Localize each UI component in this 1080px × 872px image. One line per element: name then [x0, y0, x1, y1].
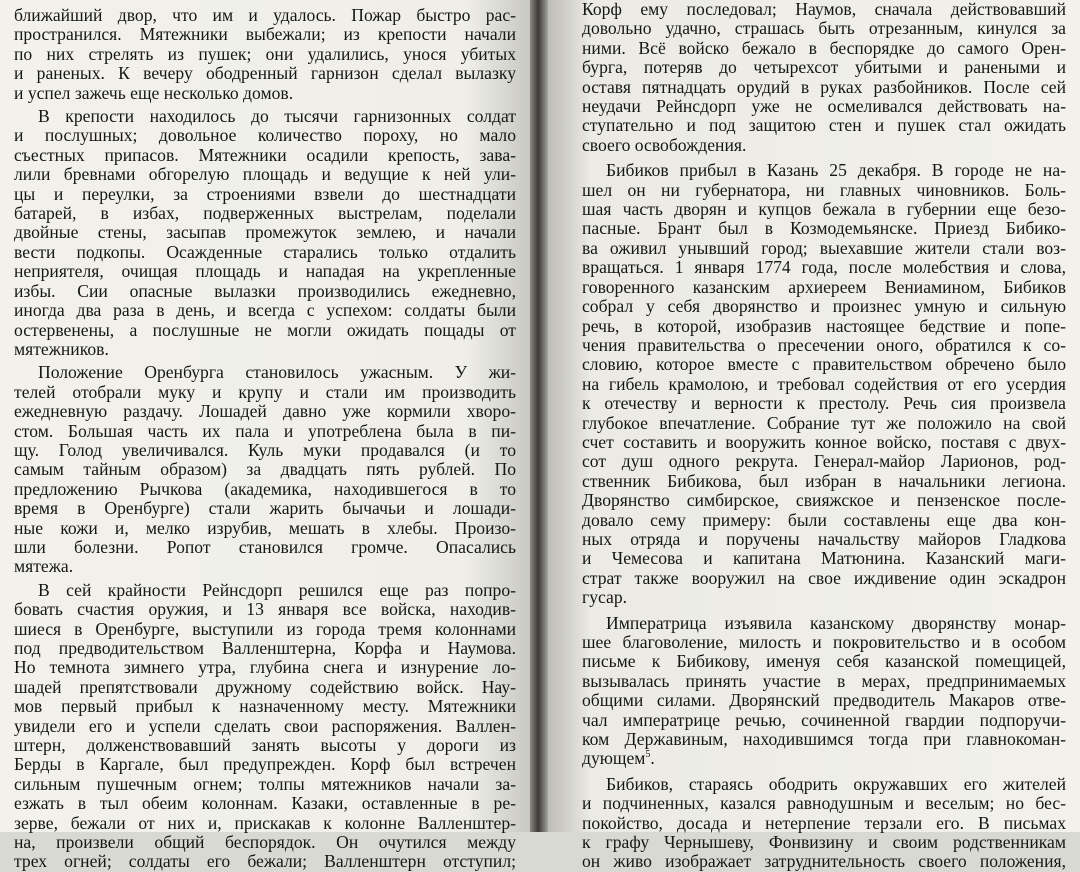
- text-line: и успел зажечь еще несколько домов.: [14, 82, 294, 103]
- text-line: и послушных; довольное количество пороху, но мало: [14, 125, 516, 146]
- text-line: на гибель крамолою, и требовал содействия от его усердия: [582, 373, 1066, 394]
- text-line: шли болезни. Ропот становился громче. Опасались: [14, 536, 516, 557]
- text-line: цы и переулки, за строениями взвели до шестнадцати: [14, 183, 516, 204]
- left-page: [0, 0, 530, 872]
- text-line: Корф ему последовал; Наумов, сначала действовавший: [582, 0, 1066, 19]
- text-line: батарей, в избах, подверженных выстрелам, поделали: [14, 203, 516, 224]
- left-paragraph-4: [14, 581, 516, 872]
- text-line: увидели его и успели сделать свои распоряжения. Валлен-: [14, 715, 516, 736]
- text-line: ные кожи и, мелко изрубив, мешать в хлебы. Произо-: [14, 517, 516, 538]
- right-page: [548, 0, 1080, 872]
- text-line: и Чемесова и капитана Матюнина. Казанский маги-: [582, 548, 1066, 569]
- text-line: пространился. Мятежники выбежали; из крепости начали: [14, 24, 516, 45]
- text-line: ственник Бибикова, был избран в начальники легиона.: [582, 470, 1066, 491]
- text-line: словию, которое вместе с правительством обречено было: [582, 354, 1066, 375]
- text-line: шиеся в Оренбурге, выступили из города тремя колоннами: [14, 618, 516, 639]
- text-line: штерн, долженствовавший занять высоты у дороги из: [14, 735, 516, 756]
- text-line: Бибиков, стараясь ободрить окружавших его жителей: [606, 773, 1066, 794]
- text-line: Но темнота зимнего утра, глубина снега и изнурение ло-: [14, 657, 516, 678]
- text-line: чения правительства о пресечении оного, обратился к со-: [582, 334, 1066, 355]
- text-line: бурга, потеряв до четырехсот убитыми и ранеными и: [582, 57, 1066, 78]
- text-line: стом. Большая часть их пала и употреблена была в пи-: [14, 420, 516, 441]
- text-line: к отечеству и верности к престолу. Речь сия произвела: [582, 393, 1066, 414]
- text-line: иногда два раза в день, и всегда с успехом: солдаты были: [14, 300, 516, 321]
- text-line: пасные. Брант был в Козмодемьянске. Приезд Бибико-: [582, 218, 1066, 239]
- text-line: к графу Чернышеву, Фонвизину и своим родственникам: [582, 832, 1066, 853]
- text-line: ними. Всё войско бежало в беспорядке до самого Орен-: [582, 37, 1066, 58]
- text-line: ком Державиным, находившимся тогда при главнокоман-: [582, 729, 1066, 750]
- text-line: оставя пятнадцать орудий в руках разбойников. После сей: [582, 76, 1066, 97]
- text-line: страт также вооружил на свое иждивение один эскадрон: [582, 567, 1066, 588]
- left-paragraph-2: [14, 107, 516, 359]
- text-line: шее благоволение, милость и покровительство и в особом: [582, 632, 1066, 652]
- text-line: ва оживил унывший город; выехавшие жители стали воз-: [582, 237, 1066, 258]
- text-line: речь, в которой, изобразив настоящее бедствие и попе-: [582, 315, 1066, 336]
- text-line: двойные стены, засыпав промежуток землею, и начали: [14, 222, 516, 243]
- text-line: чал императрице речью, сочиненной гвардии подпоручи-: [582, 709, 1066, 730]
- text-line: мятежа.: [14, 556, 74, 577]
- text-line: мятежников.: [14, 338, 109, 359]
- text-line: довольно удачно, страшась быть отрезанным, кинулся за: [582, 18, 1066, 39]
- text-line: шая часть дворян и купцов бежала в губернии еще безо-: [582, 199, 1066, 220]
- text-line: общими силами. Дворянский предводитель Макаров отве-: [582, 690, 1066, 711]
- text-line: В сей крайности Рейнсдорп решился еще раз попро-: [38, 579, 516, 600]
- book-gutter: [530, 0, 548, 832]
- left-paragraph-1: [14, 6, 516, 103]
- text-line: В крепости находилось до тысячи гарнизонных солдат: [38, 106, 516, 127]
- text-line: бовать счастия оружия, и 13 января все войска, находив-: [14, 599, 516, 620]
- text-line: покойство, досада и нетерпение терзали его. В письмах: [582, 812, 1066, 833]
- text-line: сильным пушечным огнем; толпы мятежников начали за-: [14, 773, 516, 794]
- text-line: ступательно и под защитою стен и пушек стал ожидать: [582, 115, 1066, 136]
- text-line: телей отобрали муку и крупу и стали им производить: [14, 381, 516, 402]
- text-line: Берды в Каргале, был предупрежден. Корф был встречен: [14, 754, 516, 775]
- text-line: неприятеля, очищая площадь и нападая на укрепленные: [14, 261, 516, 282]
- text-line: Императрица изъявила казанскому дворянству монар-: [606, 612, 1066, 633]
- text-line: он живо изображает затруднительность своего положения,: [582, 851, 1066, 872]
- text-line: время в Оренбурге) стали жарить бычачьи и лошади-: [14, 498, 516, 519]
- text-line: лили бревнами обгорелую площадь и ведущие к ней ули-: [14, 164, 516, 185]
- text-line: счет составить и вооружить конное войско, поставя с двух-: [582, 431, 1066, 452]
- text-line: щу. Голод увеличивался. Куль муки продавался (и то: [14, 439, 516, 460]
- text-line: вращаться. 1 января 1774 года, после молебствия и слова,: [582, 257, 1066, 278]
- text-line: трех огней; солдаты его бежали; Валленштерн отступил;: [14, 851, 516, 872]
- text-line: остервенены, а послушные не могли ожидать пощады от: [14, 319, 516, 340]
- text-line: на, произвели общий беспорядок. Он очутился между: [14, 832, 516, 853]
- text-line: самым тайным образом) за двадцать пять рублей. По: [14, 459, 516, 480]
- text-line: и подчиненных, казался равнодушным и веселым; но бес-: [582, 793, 1066, 814]
- text-line: под предводительством Валленштерна, Корфа и Наумова.: [14, 638, 516, 658]
- text-line: гусар.: [582, 587, 628, 608]
- text-line-fragment: дующем: [582, 748, 646, 769]
- text-line: шел он ни губернатора, ни главных чиновников. Боль-: [582, 179, 1066, 200]
- text-line: собрал у себя дворянство и произнес умную и сильную: [582, 296, 1066, 317]
- right-paragraph-1: [582, 0, 1066, 155]
- text-line: и раненых. К вечеру ободренный гарнизон сделал вылазку: [14, 63, 516, 84]
- text-line: письме к Бибикову, именуя себя казанской помещицей,: [582, 651, 1066, 672]
- text-line: глубокое впечатление. Собрание тут же положило на свой: [582, 412, 1066, 433]
- text-line: Дворянство симбирское, свияжское и пензенское после-: [582, 490, 1066, 511]
- text-line: сот душ одного рекрута. Генерал-майор Ларионов, род-: [582, 451, 1066, 472]
- text-line: дующем$^5$.: [582, 748, 655, 769]
- text-line: по них стрелять из пушек; они удалились, унося убитых: [14, 43, 516, 64]
- text-line: Положение Оренбурга становилось ужасным. У жи-: [38, 362, 516, 383]
- text-line: своего освобождения.: [582, 134, 747, 155]
- text-line: ных отряда и поручены начальству майоров Гладкова: [582, 528, 1066, 549]
- right-paragraph-3: [582, 614, 1066, 769]
- text-line: мов первый прибыл к назначенному месту. Мятежники: [14, 696, 516, 717]
- text-line: Бибиков прибыл в Казань 25 декабря. В городе не на-: [606, 160, 1066, 181]
- text-line: зерве, бежали от них и, прискакав к колонне Валленштер-: [14, 812, 516, 833]
- text-line: предложению Рычкова (академика, находившегося в то: [14, 478, 516, 499]
- text-line: езжать в тыл обеим колоннам. Казаки, оставленные в ре-: [14, 793, 516, 814]
- text-line: съестных припасов. Мятежники осадили крепость, зава-: [14, 144, 516, 165]
- text-line: ближайший двор, что им и удалось. Пожар быстро рас-: [14, 5, 516, 25]
- right-paragraph-4: [582, 775, 1066, 872]
- text-line: ежедневную раздачу. Лошадей давно уже кормили хворо-: [14, 401, 516, 422]
- text-line: избы. Сии опасные вылазки производились ежедневно,: [14, 280, 516, 301]
- footnote-marker: 5: [645, 749, 651, 761]
- text-line: довало сему примеру: были составлены еще два кон-: [582, 509, 1066, 530]
- left-paragraph-3: [14, 363, 516, 576]
- text-line: неудачи Рейнсдорп уже не осмеливался действовать на-: [582, 96, 1066, 117]
- text-line: вызывалась принять участие в мерах, предпринимаемых: [582, 670, 1066, 691]
- text-line: шадей препятствовали дружному содействию войск. Нау-: [14, 676, 516, 697]
- text-line: вести подкопы. Осажденные старались только отдалить: [14, 241, 516, 262]
- right-paragraph-2: [582, 161, 1066, 607]
- text-line: говоренного казанским архиереем Вениамином, Бибиков: [582, 276, 1066, 297]
